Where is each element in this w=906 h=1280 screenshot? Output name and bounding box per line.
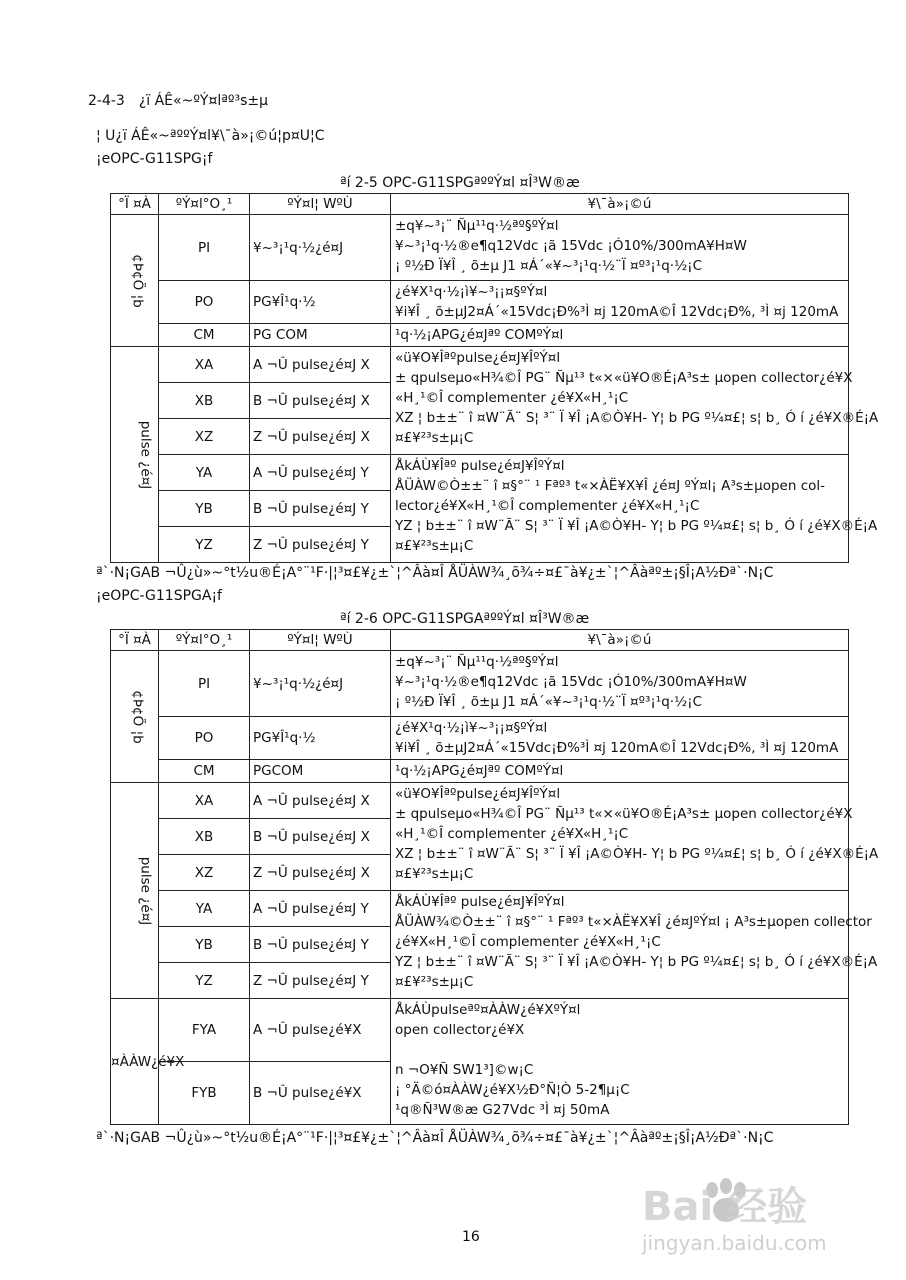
description-line: ¹q·½¡APG¿é¤Jªº COMºÝ¤l xyxy=(395,763,564,779)
description-line: open collector¿é¥X xyxy=(395,1022,525,1038)
description-line: ¡ º½Ð Ï¥Î ¸ õ±µ J1 ¤Á´«¥~³¡¹q·½¨Ï ¤º³¡¹q·½¡C xyxy=(395,258,703,274)
description-line: ¿é¥X«H¸¹©Î complementer ¿é¥X«H¸¹¡C xyxy=(395,934,661,950)
terminal-symbol: PO xyxy=(159,281,250,324)
description-line: ¤£¥²³s±µ¡C xyxy=(395,538,474,554)
terminal-name: Z ¬Û pulse¿é¤J X xyxy=(250,419,391,455)
subheading-spga: ¡eOPC-G11SPGA¡f xyxy=(96,588,222,604)
terminal-name: PG¥Î¹q·½ xyxy=(250,717,391,760)
terminal-symbol: PO xyxy=(159,717,250,760)
function-description xyxy=(391,891,878,999)
baidu-jingyan-watermark xyxy=(640,1160,890,1260)
table1-caption: ªí 2-5 OPC-G11SPGªººÝ¤l ¤Î³W®æ xyxy=(340,175,580,191)
terminal-name: Z ¬Û pulse¿é¤J Y xyxy=(250,527,391,563)
header-terminal-symbol: ºÝ¤l°O¸¹ xyxy=(159,194,250,215)
category-power xyxy=(111,215,159,347)
terminal-name: A ¬Û pulse¿é¥X xyxy=(250,999,391,1062)
header-function-description: ¥\¯à»¡©ú xyxy=(391,194,849,215)
description-line: «H¸¹©Î complementer ¿é¥X«H¸¹¡C xyxy=(395,390,629,406)
description-line: ± qpulseµo«H¾©Î PG¨ Ñµ¹³ t«×«ü¥O®É¡A³s± µopen collector¿é¥X xyxy=(395,806,853,822)
description-line: ¤£¥²³s±µ¡C xyxy=(395,866,474,882)
description-line: ÅkÁÙ¥Îªº pulse¿é¤J¥ÎºÝ¤l xyxy=(395,894,565,910)
terminal-name: B ¬Û pulse¿é¤J Y xyxy=(250,927,391,963)
terminal-name: A ¬Û pulse¿é¤J X xyxy=(250,347,391,383)
description-line: lector¿é¥X«H¸¹©Î complementer ¿é¥X«H¸¹¡C xyxy=(395,498,700,514)
function-description xyxy=(391,760,849,783)
header-terminal-symbol: ºÝ¤l°O¸¹ xyxy=(159,630,250,651)
description-line: ÅÜÀW¾©Ò±±¨ î ¤§°¨ ¹ Fªº³ t«×ÀË¥X¥Î ¿é¤JºÝ¤l ¡ A³s±µopen collector xyxy=(395,914,872,930)
terminal-name: B ¬Û pulse¿é¤J X xyxy=(250,383,391,419)
description-line: ±q¥~³¡¨ Ñµ¹¹q·½ªº§ºÝ¤l xyxy=(395,218,559,234)
description-line: YZ ¦ b±±¨ î ¤W¨Ã¨ S¦ ³¨ Ï ¥Î ¡A©Ò¥H- Y¦ b PG º¼¤£¦ s¦ b¸ Ó í ¿é¥X®É¡A xyxy=(395,518,878,534)
description-line: n ¬O¥Ñ SW1³]©w¡C xyxy=(395,1062,534,1078)
description-line: ¹q®Ñ³W®æ G27Vdc ³Ì ¤j 50mA xyxy=(395,1102,610,1118)
terminal-name: Z ¬Û pulse¿é¤J Y xyxy=(250,963,391,999)
watermark-brand: Bai 经验 xyxy=(642,1184,808,1230)
terminal-symbol: XA xyxy=(159,783,250,819)
function-description xyxy=(391,455,878,563)
header-terminal-name: ºÝ¤l¦ WºÙ xyxy=(250,630,391,651)
terminal-symbol: CM xyxy=(159,760,250,783)
terminal-symbol: YA xyxy=(159,891,250,927)
description-line: ± qpulseµo«H¾©Î PG¨ Ñµ¹³ t«×«ü¥O®É¡A³s± µopen collector¿é¥X xyxy=(395,370,853,386)
category-power-label: ¢Þ¢Õ ¦b xyxy=(129,253,146,308)
description-line: ¤£¥²³s±µ¡C xyxy=(395,974,474,990)
description-line: ÅkÁÙ¥Îªº pulse¿é¤J¥ÎºÝ¤l xyxy=(395,458,565,474)
description-line: ÅÜÀW©Ò±±¨ î ¤§°¨ ¹ Fªº³ t«×ÀË¥X¥Î ¿é¤J ºÝ¤l¡ A³s±µopen col- xyxy=(395,478,825,494)
category-pulse-label: pulse ¿é¤J xyxy=(137,856,154,925)
terminal-table-spg xyxy=(110,193,879,563)
category-pulse-label: pulse ¿é¤J xyxy=(137,420,154,489)
function-description xyxy=(391,281,849,324)
description-line: ¥~³¡¹q·½®e¶q12Vdc ¡ã 15Vdc ¡Ó10%/300mA¥H¤W xyxy=(395,674,747,690)
category-power xyxy=(111,651,159,783)
description-line: ¤£¥²³s±µ¡C xyxy=(395,430,474,446)
description-line: ¿é¥X¹q·½¡ì¥~³¡¡¤§ºÝ¤l xyxy=(395,720,548,736)
terminal-name: B ¬Û pulse¿é¤J Y xyxy=(250,491,391,527)
function-description xyxy=(391,324,849,347)
table1-note: ª`·N¡GAB ¬Û¿ù»~°t½u®É¡A°¨¹F·|¦³¤£¥¿±`¦^Âà¤Î ÅÜÀW¾¸õ¾÷¤£¯à¥¿±`¦^Âàªº±¡§Î¡A½Ðª`·N¡C xyxy=(96,565,774,581)
terminal-symbol: XZ xyxy=(159,419,250,455)
function-description xyxy=(391,783,879,891)
terminal-symbol: XA xyxy=(159,347,250,383)
intro-text: ¦ U¿ï ÁÊ«~ªººÝ¤l¥\¯à»¡©ú¦p¤U¦C xyxy=(96,128,325,144)
terminal-name: PG COM xyxy=(250,324,391,347)
terminal-name: PGCOM xyxy=(250,760,391,783)
description-line: «ü¥O¥Îªºpulse¿é¤J¥ÎºÝ¤l xyxy=(395,350,561,366)
description-line: ¡ °Ä©ó¤ÀÀW¿é¥X½Ð°Ñ¦Ò 5-2¶µ¡C xyxy=(395,1082,630,1098)
category-pulse xyxy=(111,783,159,999)
terminal-table-spga xyxy=(110,629,879,1125)
description-line: ÅkÁÙpulseªº¤ÀÀW¿é¥XºÝ¤l xyxy=(395,1002,581,1018)
watermark-url: jingyan.baidu.com xyxy=(642,1231,827,1255)
terminal-name: A ¬Û pulse¿é¤J Y xyxy=(250,891,391,927)
header-terminal-name: ºÝ¤l¦ WºÙ xyxy=(250,194,391,215)
function-description xyxy=(391,999,849,1125)
category-pulse xyxy=(111,347,159,563)
description-line: ±q¥~³¡¨ Ñµ¹¹q·½ªº§ºÝ¤l xyxy=(395,654,559,670)
description-line: ¿é¥X¹q·½¡ì¥~³¡¡¤§ºÝ¤l xyxy=(395,284,548,300)
terminal-name: A ¬Û pulse¿é¤J Y xyxy=(250,455,391,491)
function-description xyxy=(391,651,849,717)
description-line: XZ ¦ b±±¨ î ¤W¨Ã¨ S¦ ³¨ Ï ¥Î ¡A©Ò¥H- Y¦ b PG º¼¤£¦ s¦ b¸ Ó í ¿é¥X®É¡A xyxy=(395,846,879,862)
description-line: ¹q·½¡APG¿é¤Jªº COMºÝ¤l xyxy=(395,327,564,343)
terminal-symbol: YB xyxy=(159,927,250,963)
description-line: XZ ¦ b±±¨ î ¤W¨Ã¨ S¦ ³¨ Ï ¥Î ¡A©Ò¥H- Y¦ b PG º¼¤£¦ s¦ b¸ Ó í ¿é¥X®É¡A xyxy=(395,410,879,426)
terminal-name: ¥~³¡¹q·½¿é¤J xyxy=(250,651,391,717)
table2-note: ª`·N¡GAB ¬Û¿ù»~°t½u®É¡A°¨¹F·|¦³¤£¥¿±`¦^Âà¤Î ÅÜÀW¾¸õ¾÷¤£¯à¥¿±`¦^Âàªº±¡§Î¡A½Ðª`·N¡C xyxy=(96,1130,774,1146)
terminal-name: A ¬Û pulse¿é¤J X xyxy=(250,783,391,819)
header-category: °Ï ¤À xyxy=(111,630,159,651)
terminal-name: PG¥Î¹q·½ xyxy=(250,281,391,324)
description-line xyxy=(395,1040,848,1060)
section-heading: 2-4-3 ¿ï ÁÊ«~ºÝ¤lªº³s±µ xyxy=(88,93,268,109)
header-function-description: ¥\¯à»¡©ú xyxy=(391,630,849,651)
terminal-name: ¥~³¡¹q·½¿é¤J xyxy=(250,215,391,281)
category-frequency-output: ¤ÀÀW¿é¥X xyxy=(111,999,159,1125)
terminal-symbol: PI xyxy=(159,215,250,281)
description-line: ¥i¥Î ¸ õ±µJ2¤Á´«15Vdc¡Ð%³Ì ¤j 120mA©Î 12Vdc¡Ð%, ³Ì ¤j 120mA xyxy=(395,740,839,756)
table2-caption: ªí 2-6 OPC-G11SPGAªººÝ¤l ¤Î³W®æ xyxy=(340,611,590,627)
terminal-symbol: YB xyxy=(159,491,250,527)
function-description xyxy=(391,215,849,281)
description-line: ¥~³¡¹q·½®e¶q12Vdc ¡ã 15Vdc ¡Ó10%/300mA¥H¤W xyxy=(395,238,747,254)
description-line: YZ ¦ b±±¨ î ¤W¨Ã¨ S¦ ³¨ Ï ¥Î ¡A©Ò¥H- Y¦ b PG º¼¤£¦ s¦ b¸ Ó í ¿é¥X®É¡A xyxy=(395,954,878,970)
terminal-symbol: XB xyxy=(159,819,250,855)
terminal-symbol: CM xyxy=(159,324,250,347)
subheading-spg: ¡eOPC-G11SPG¡f xyxy=(96,151,213,167)
category-power-label: ¢Þ¢Õ ¦b xyxy=(129,689,146,744)
terminal-symbol: FYA xyxy=(159,999,250,1062)
terminal-symbol: XB xyxy=(159,383,250,419)
description-line: «H¸¹©Î complementer ¿é¥X«H¸¹¡C xyxy=(395,826,629,842)
terminal-symbol: XZ xyxy=(159,855,250,891)
page-number: 16 xyxy=(462,1229,480,1245)
terminal-symbol: FYB xyxy=(159,1062,250,1125)
terminal-symbol: YA xyxy=(159,455,250,491)
function-description xyxy=(391,717,849,760)
terminal-name: Z ¬Û pulse¿é¤J X xyxy=(250,855,391,891)
description-line: ¥i¥Î ¸ õ±µJ2¤Á´«15Vdc¡Ð%³Ì ¤j 120mA©Î 12Vdc¡Ð%, ³Ì ¤j 120mA xyxy=(395,304,839,320)
terminal-name: B ¬Û pulse¿é¥X xyxy=(250,1062,391,1125)
terminal-name: B ¬Û pulse¿é¤J X xyxy=(250,819,391,855)
terminal-symbol: PI xyxy=(159,651,250,717)
description-line: ¡ º½Ð Ï¥Î ¸ õ±µ J1 ¤Á´«¥~³¡¹q·½¨Ï ¤º³¡¹q·½¡C xyxy=(395,694,703,710)
terminal-symbol: YZ xyxy=(159,527,250,563)
description-line: «ü¥O¥Îªºpulse¿é¤J¥ÎºÝ¤l xyxy=(395,786,561,802)
header-category: °Ï ¤À xyxy=(111,194,159,215)
terminal-symbol: YZ xyxy=(159,963,250,999)
function-description xyxy=(391,347,879,455)
